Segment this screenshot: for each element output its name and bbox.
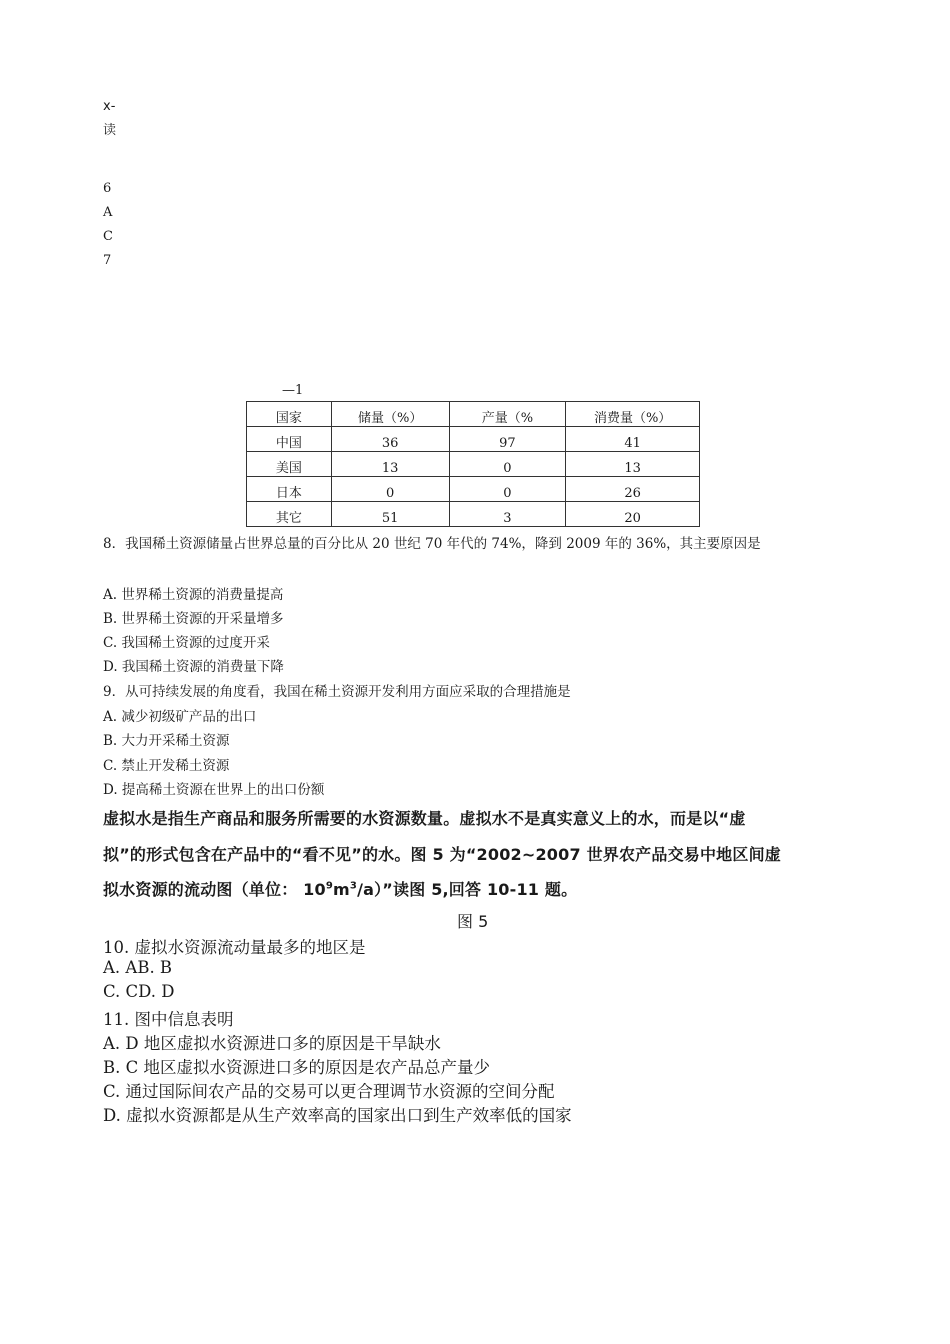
passage-text: m (333, 880, 350, 899)
table-cell: 0 (449, 477, 566, 502)
question-8-option-b: B. 世界稀土资源的开采量增多 (103, 611, 284, 627)
table-cell: 中国 (247, 427, 332, 452)
question-11-option-c: C. 通过国际间农产品的交易可以更合理调节水资源的空间分配 (103, 1082, 555, 1101)
question-11-option-b: B. C 地区虚拟水资源进口多的原因是农产品总产量少 (103, 1058, 490, 1077)
question-9-stem: 9．从可持续发展的角度看，我国在稀土资源开发利用方面应采取的合理措施是 (103, 684, 571, 700)
question-8-stem: 8．我国稀土资源储量占世界总量的百分比从 20 世纪 70 年代的 74%，降到 2009 年的 36%，其主要原因是 (103, 536, 761, 552)
question-8-option-c: C. 我国稀土资源的过度开采 (103, 635, 270, 651)
question-9-option-d: D. 提高稀土资源在世界上的出口份额 (103, 782, 325, 798)
fragment-text: C (103, 229, 113, 244)
question-8-option-d: D. 我国稀土资源的消费量下降 (103, 659, 284, 675)
question-10-stem: 10. 虚拟水资源流动量最多的地区是 (103, 938, 366, 957)
passage-text: /a）”读图 5,回答 10-11 题。 (357, 880, 578, 899)
table-cell: 13 (566, 452, 700, 477)
table-row (247, 502, 700, 527)
fragment-text: 6 (103, 181, 112, 196)
table-header-cell: 产量（% (449, 402, 566, 427)
question-10-options-cd: C. CD. D (103, 982, 175, 1001)
fragment-text: A (103, 205, 113, 220)
table-header-cell: 国家 (247, 402, 332, 427)
table-cell: 41 (566, 427, 700, 452)
table-cell: 美国 (247, 452, 332, 477)
rare-earth-table (246, 401, 700, 527)
table-header-cell: 储量（%） (331, 402, 449, 427)
fragment-text: x- (103, 99, 116, 114)
table-cell: 0 (331, 477, 449, 502)
table-cell: 其它 (247, 502, 332, 527)
question-11-stem: 11. 图中信息表明 (103, 1010, 234, 1029)
table-cell: 97 (449, 427, 566, 452)
question-11-option-a: A. D 地区虚拟水资源进口多的原因是干旱缺水 (103, 1034, 441, 1053)
table-cell: 0 (449, 452, 566, 477)
table-row (247, 452, 700, 477)
table-cell: 36 (331, 427, 449, 452)
question-8-option-a: A. 世界稀土资源的消费量提高 (103, 587, 284, 603)
fragment-text: 读 (103, 123, 117, 138)
question-11-option-d: D. 虚拟水资源都是从生产效率高的国家出口到生产效率低的国家 (103, 1106, 572, 1125)
passage-line: 拟”的形式包含在产品中的“看不见”的水。图 5 为“2002~2007 世界农产品交易中地区间虚 (103, 845, 781, 864)
question-9-option-a: A. 减少初级矿产品的出口 (103, 709, 257, 725)
fragment-text: 7 (103, 253, 112, 268)
table-header-row (247, 402, 700, 427)
question-10-options-ab: A. AB. B (103, 958, 173, 977)
table-cell: 日本 (247, 477, 332, 502)
passage-text: 拟水资源的流动图（单位： 10 (103, 880, 326, 899)
table-row (247, 477, 700, 502)
unit-superscript: 9 (325, 880, 334, 892)
question-9-option-c: C. 禁止开发稀土资源 (103, 758, 230, 774)
table-caption: —1 (282, 383, 304, 398)
table-cell: 3 (449, 502, 566, 527)
unit-superscript: 3 (349, 880, 358, 892)
table-cell: 51 (331, 502, 449, 527)
table-cell: 13 (331, 452, 449, 477)
passage-line (103, 877, 577, 900)
question-9-option-b: B. 大力开采稀土资源 (103, 733, 230, 749)
table-cell: 26 (566, 477, 700, 502)
table-cell: 20 (566, 502, 700, 527)
passage-line: 虚拟水是指生产商品和服务所需要的水资源数量。虚拟水不是真实意义上的水，而是以“虚 (103, 809, 746, 828)
table-row (247, 427, 700, 452)
table-header-cell: 消费量（%） (566, 402, 700, 427)
figure-label: 图 5 (457, 912, 489, 931)
